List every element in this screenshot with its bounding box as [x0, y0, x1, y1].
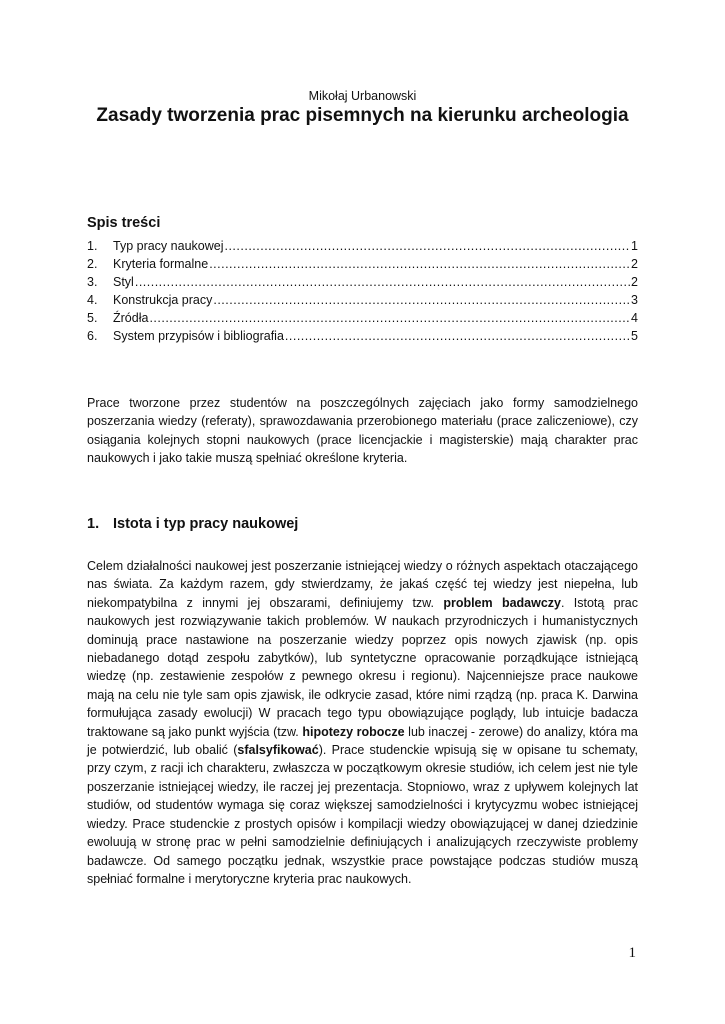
bold-term: hipotezy robocze — [302, 724, 405, 739]
toc-leader-dots — [149, 309, 630, 327]
toc-leader-dots — [213, 291, 630, 309]
toc-item-number: 2. — [87, 257, 98, 271]
toc-item-label: Konstrukcja pracy — [113, 293, 213, 307]
toc-item-4[interactable] — [87, 291, 638, 309]
toc-item-page: 1 — [631, 239, 638, 253]
toc-item-page: 2 — [631, 275, 638, 289]
toc-item-number: 3. — [87, 275, 98, 289]
toc-item-6[interactable] — [87, 327, 638, 345]
body-text: ). Prace studenckie wpisują się w opisane tu schematy, przy czym, z racji ich charakteru, zwłaszcza w początkowym okresie studiów, ich celem jest nie tyle poszerzanie istniejącej wiedzy, ile raczej jej prezentacja. Stopniowo, wraz z upływem kolejnych lat studiów, od studentów wymaga się coraz większej samodzielności i krytycyzmu wobec istniejącej wiedzy. Prace studenckie z prostych opisów i kompilacji wiedzy obowiązującej w danej dziedzinie ewoluują w stronę prac w pełni samodzielnie definiujących i analizujących rzeczywiste problemy badawcze. Od samego początku jednak, wszystkie prace powstające podczas studiów muszą spełniać formalne i merytoryczne kryteria prac naukowych. — [87, 743, 638, 886]
toc-item-page: 2 — [631, 257, 638, 271]
toc-leader-dots — [209, 255, 630, 273]
toc-item-page: 3 — [631, 293, 638, 307]
toc-item-number: 4. — [87, 293, 98, 307]
body-text: Celem działalności naukowej jest poszerzanie istniejącej wiedzy o różnych aspektach otaczającego nas świata. Za każdym razem, gdy stwierdzamy, że jakaś część tej wiedzy jest niepełna, lub niekompatybilna z innymi jej obszarami, definiujemy tzw. — [87, 559, 638, 610]
body-text: lub inaczej - zerowe) do analizy, która ma je potwierdzić, lub obalić ( — [87, 724, 638, 758]
toc-item-5[interactable] — [87, 309, 638, 327]
toc-item-1[interactable] — [87, 237, 638, 255]
bold-term: sfalsyfikować — [237, 743, 319, 758]
section-heading — [87, 516, 298, 532]
toc-item-label: System przypisów i bibliografia — [113, 329, 284, 343]
toc-heading: Spis treści — [87, 215, 161, 231]
bold-term: problem badawczy — [443, 595, 561, 610]
toc-item-3[interactable] — [87, 273, 638, 291]
table-of-contents — [87, 237, 638, 345]
document-title: Zasady tworzenia prac pisemnych na kierunku archeologia — [96, 105, 629, 126]
section-number: 1. — [87, 516, 100, 532]
toc-item-number: 5. — [87, 311, 98, 325]
toc-item-page: 5 — [631, 329, 638, 343]
toc-leader-dots — [135, 273, 630, 291]
section-body-paragraph — [87, 557, 638, 888]
toc-item-page: 4 — [631, 311, 638, 325]
toc-item-label: Typ pracy naukowej — [113, 239, 224, 253]
author-name: Mikołaj Urbanowski — [308, 89, 417, 103]
body-text: . Istotą prac naukowych jest rozwiązywanie takich problemów. W naukach przyrodniczych i humanistycznych dominują prace nastawione na poszerzanie wiedzy poprzez opis nowych zjawisk (np. opis niebadanego dotąd zespołu zabytków), lub syntetyczne opracowanie porządkujące istniejącą wiedzę (np. zestawienie zespołów z pewnego okresu i regionu). Najcenniejsze prace naukowe mają na celu nie tyle sam opis zjawisk, ile odkrycie zasad, które nimi rządzą (np. praca K. Darwina formułująca zasady ewolucji) W pracach tego typu obowiązujące poglądy, lub intuicje badacza traktowane są jako punkt wyjścia (tzw. — [87, 595, 638, 739]
toc-item-label: Kryteria formalne — [113, 257, 209, 271]
intro-paragraph: Prace tworzone przez studentów na poszczególnych zajęciach jako formy samodzielnego poszerzania wiedzy (referaty), sprawozdawania przerobionego materiału (prace zaliczeniowe), czy osiągania kolejnych stopni naukowych (prace licencjackie i magisterskie) mają charakter prac naukowych i jako takie muszą spełniać określone kryteria. — [87, 396, 638, 466]
toc-item-label: Źródła — [113, 311, 149, 325]
toc-item-number: 6. — [87, 329, 98, 343]
toc-item-2[interactable] — [87, 255, 638, 273]
toc-item-number: 1. — [87, 239, 98, 253]
page-number: 1 — [628, 945, 636, 961]
toc-leader-dots — [285, 327, 630, 345]
toc-leader-dots — [224, 237, 630, 255]
toc-item-label: Styl — [113, 275, 134, 289]
section-title: Istota i typ pracy naukowej — [113, 516, 299, 532]
